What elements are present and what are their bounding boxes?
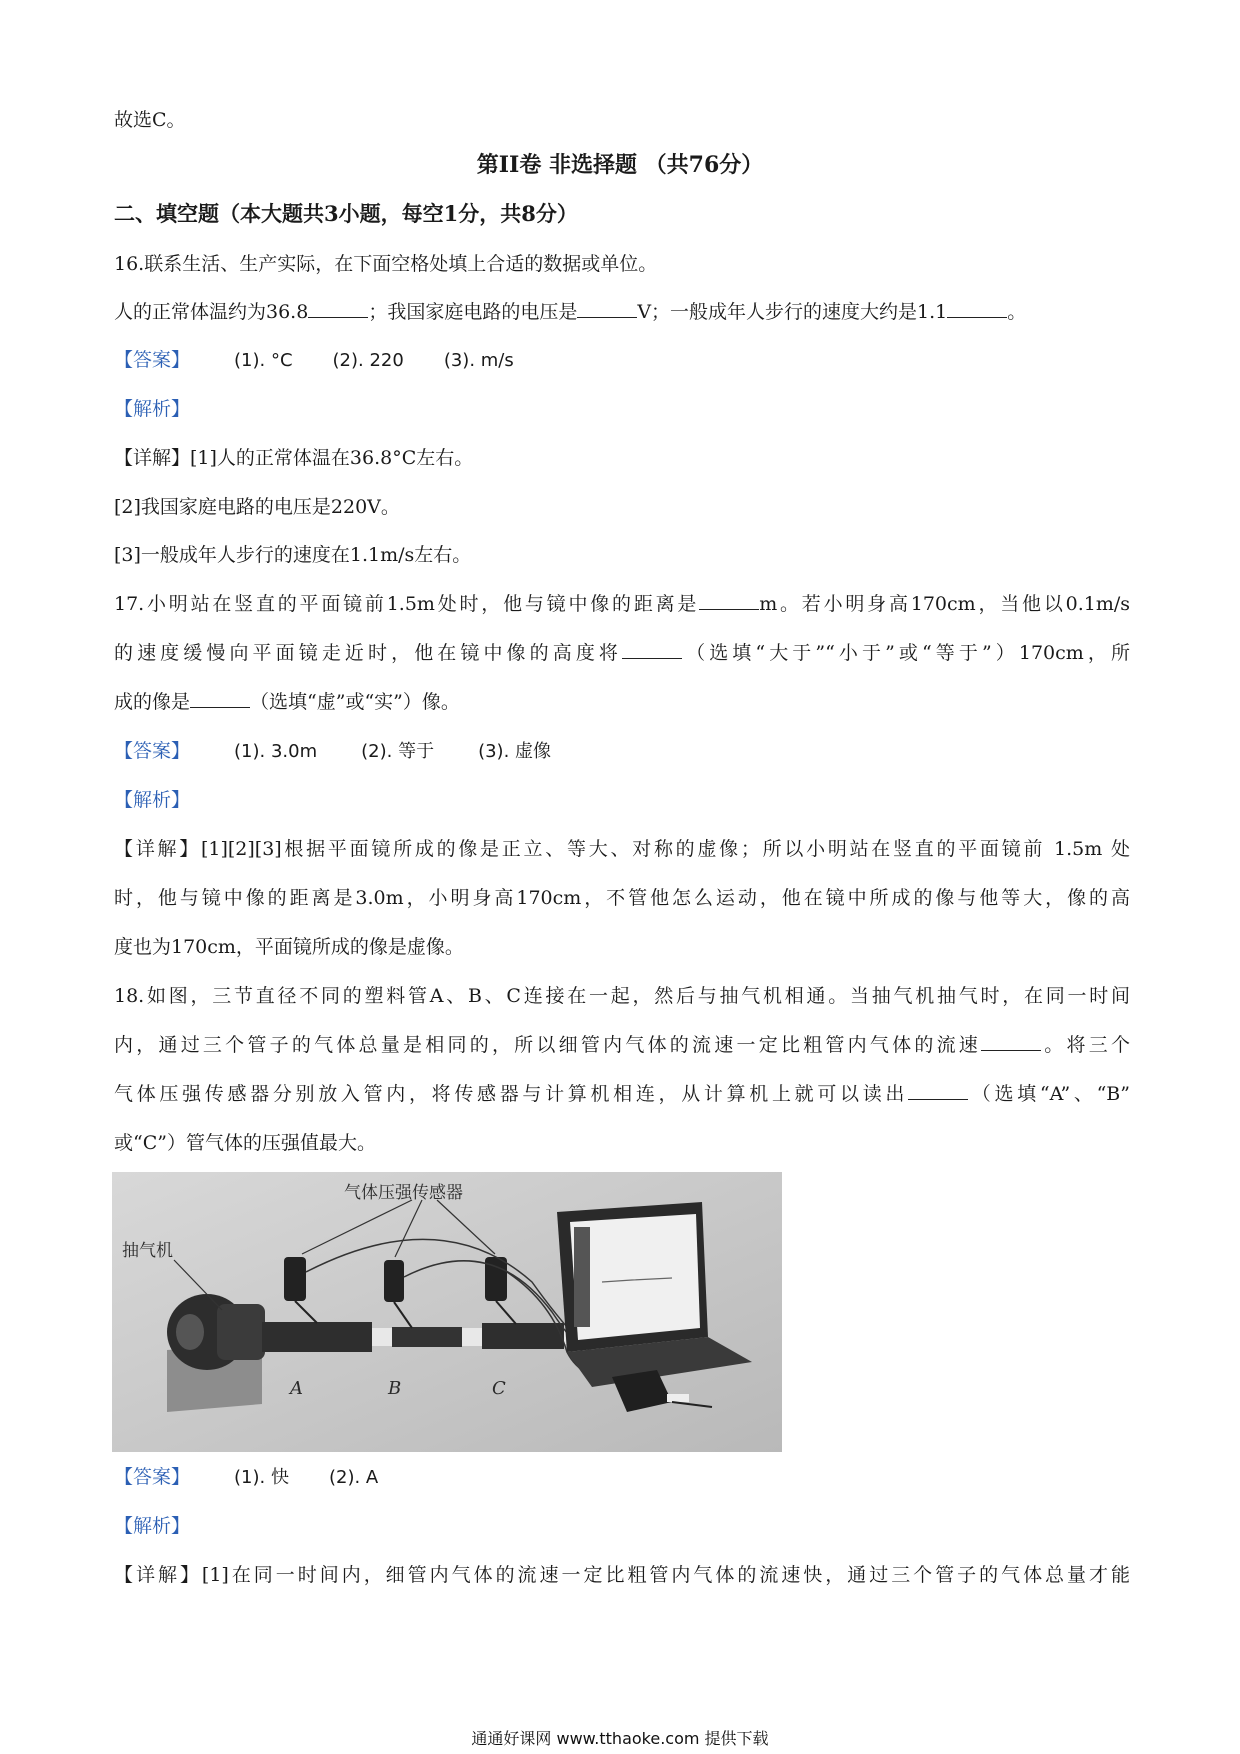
q16-text-3: V；一般成年人步行的速度大约是1.1	[637, 301, 948, 323]
q17-detail-text-1: [1][2][3]根据平面镜所成的像是正立、等大、对称的虚像；所以小明站在竖直的平面镜前 1.5m 处	[200, 838, 1130, 860]
tube-letter-b: B	[388, 1378, 402, 1399]
q16-question	[114, 299, 1130, 325]
tube-letter-a: A	[290, 1378, 303, 1399]
q18-detail-text-1: [1]在同一时间内，细管内气体的流速一定比粗管内气体的流速快，通过三个管子的气体总量才能	[201, 1564, 1130, 1586]
sensor-1-shape	[284, 1257, 306, 1301]
q18-answer-2: (2). A	[328, 1467, 379, 1488]
q16-blank-1	[308, 299, 368, 318]
q16-detail-1	[114, 445, 1130, 471]
q16-stem: 16.联系生活、生产实际，在下面空格处填上合适的数据或单位。	[114, 253, 658, 275]
q18-detail-1	[114, 1562, 1130, 1588]
q17-blank-2	[622, 640, 682, 659]
previous-answer-line: 故选C。	[114, 109, 186, 131]
tube-letter-c: C	[492, 1378, 506, 1399]
q16-text-4: 。	[1007, 301, 1027, 323]
section-title: 第II卷 非选择题 （共76分）	[476, 152, 764, 178]
part-title: 二、填空题（本大题共3小题，每空1分，共8分）	[114, 201, 578, 226]
q18-line-1: 18.如图，三节直径不同的塑料管A、B、C连接在一起，然后与抽气机相通。当抽气机抽气时，在同一时间	[114, 985, 1130, 1007]
pump-label: 抽气机	[122, 1241, 173, 1261]
answer-label: 【答案】	[114, 740, 191, 762]
q17-text-2b: （选填“大于”“小于”或“等于”）170cm，所	[682, 642, 1130, 664]
q16-answer	[114, 347, 1130, 374]
q16-text-2: ；我国家庭电路的电压是	[368, 301, 578, 323]
q17-blank-1	[699, 591, 759, 610]
q17-detail-2: 时，他与镜中像的距离是3.0m，小明身高170cm，不管他怎么运动，他在镜中所成的像与他等大，像的高	[114, 887, 1130, 909]
detail-label: 【详解】	[114, 1564, 202, 1586]
q17-detail-3: 度也为170cm，平面镜所成的像是虚像。	[114, 936, 464, 958]
q17-answer-2: (2). 等于	[361, 741, 435, 762]
q17-text-2a: 的速度缓慢向平面镜走近时，他在镜中像的高度将	[114, 642, 623, 664]
q18-line-2	[114, 1032, 1130, 1058]
answer-label: 【答案】	[114, 349, 191, 371]
sensor-2-shape	[384, 1260, 404, 1302]
q17-text-1b: m。若小明身高170cm，当他以0.1m/s	[759, 593, 1131, 615]
q17-line-2	[114, 640, 1130, 666]
sensor-label: 气体压强传感器	[344, 1183, 463, 1203]
page-footer: 通通好课网 www.tthaoke.com 提供下载	[471, 1729, 769, 1748]
q18-answer	[114, 1464, 1130, 1491]
q17-line-3	[114, 689, 1130, 715]
experiment-illustration	[112, 1172, 782, 1452]
q17-detail-1	[114, 836, 1130, 862]
q17-answer-3: (3). 虚像	[478, 741, 552, 762]
q18-answer-1: (1). 快	[234, 1467, 289, 1488]
q18-text-3a: 气体压强传感器分别放入管内，将传感器与计算机相连，从计算机上就可以读出	[114, 1083, 909, 1105]
q18-line-3	[114, 1081, 1130, 1107]
experiment-photo	[112, 1172, 782, 1452]
q17-line-1	[114, 591, 1130, 617]
q17-analysis-label: 【解析】	[114, 789, 191, 811]
q17-blank-3	[190, 689, 250, 708]
q17-text-3b: （选填“虚”或“实”）像。	[250, 691, 460, 713]
q18-blank-1	[981, 1032, 1041, 1051]
q16-blank-2	[577, 299, 637, 318]
answer-label: 【答案】	[114, 1466, 191, 1488]
q17-text-3a: 成的像是	[114, 691, 191, 713]
q18-line-4: 或“C”）管气体的压强值最大。	[114, 1132, 376, 1154]
q16-detail-2: [2]我国家庭电路的电压是220V。	[114, 496, 400, 518]
q18-text-2a: 内，通过三个管子的气体总量是相同的，所以细管内气体的流速一定比粗管内气体的流速	[114, 1034, 982, 1056]
q18-blank-2	[908, 1081, 968, 1100]
detail-label: 【详解】	[114, 838, 201, 860]
tube-b-shape	[392, 1327, 462, 1347]
q16-detail-text-1: [1]人的正常体温在36.8°C左右。	[190, 447, 474, 469]
q17-text-1a: 17.小明站在竖直的平面镜前1.5m处时，他与镜中像的距离是	[114, 593, 700, 615]
tube-a-shape	[262, 1322, 372, 1352]
q18-text-3b: （选填“A”、“B”	[968, 1083, 1130, 1105]
q16-detail-3: [3]一般成年人步行的速度在1.1m/s左右。	[114, 544, 472, 566]
q17-answer-1: (1). 3.0m	[234, 741, 318, 762]
q16-text-1: 人的正常体温约为36.8	[114, 301, 309, 323]
q16-answer-3: (3). m/s	[443, 350, 514, 371]
tube-c-shape	[482, 1323, 564, 1349]
q16-answer-1: (1). °C	[234, 350, 293, 371]
q16-answer-2: (2). 220	[332, 350, 404, 371]
q18-analysis-label: 【解析】	[114, 1515, 191, 1537]
q16-analysis-label: 【解析】	[114, 398, 191, 420]
q18-text-2b: 。将三个	[1041, 1034, 1130, 1056]
q17-answer	[114, 738, 1130, 765]
q16-blank-3	[947, 299, 1007, 318]
detail-label: 【详解】	[114, 447, 191, 469]
